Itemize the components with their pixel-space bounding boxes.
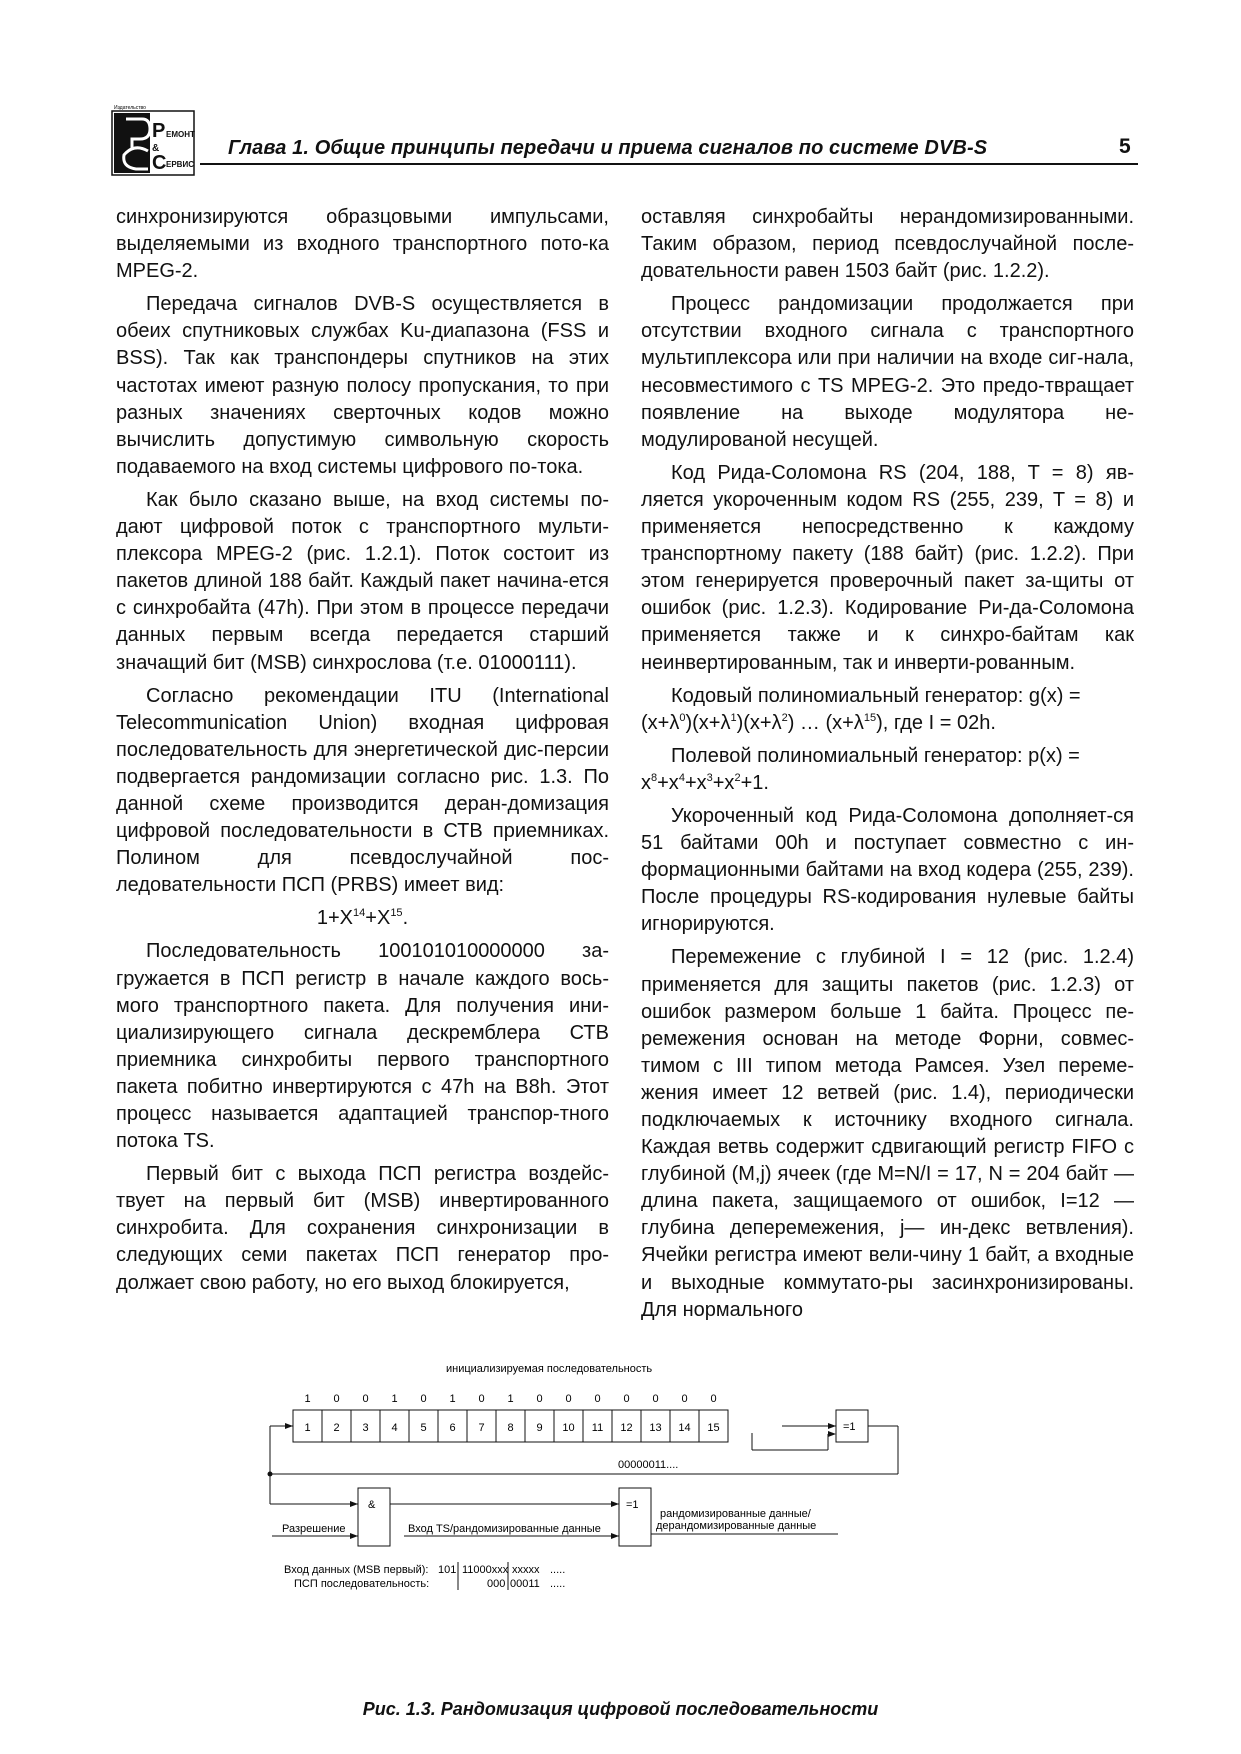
register-cell-label: 6: [449, 1422, 456, 1434]
prbs-part-a: 000: [487, 1578, 506, 1590]
right-paragraph-3: Код Рида-Соломона RS (204, 188, T = 8) яв-ляется укороченным кодом RS (255, 239, T = 8) и применяется непосредственно к каждому транспортному пакету (188 байт) (рис. 1.2.2). При этом генерируется проверочный пакет за-щиты от ошибок (рис. 1.2.3). Кодирование Ри-да-Соломона применяется также и к синхро-байтам как неинвертированным, так и инверти-рованным.: [641, 461, 1134, 674]
field-generator-part: x: [641, 771, 651, 794]
enable-label: Разрешение: [282, 1523, 346, 1535]
register-cell-label: 2: [333, 1422, 340, 1434]
right-paragraph-7: Перемежение с глубиной I = 12 (рис. 1.2.4) применяется для защиты пакетов (рис. 1.2.3) от ошибок размером больше 1 байта. Процесс пе-ремежения основан на методе Форни, совмес-тимом с III типом метода Рамсея. Узел переме-жения имеет 12 ветвей (рис. 1.4), периодически подключаемых к источнику входного сигнала. Каждая ветвь содержит сдвигающий регистр FIFO с глубиной (M,j) ячеек (где M=N/I = 17, N = 204 байт — длина пакета, защищаемого от ошибок, I=12 — глубина деперемежения, j— ин-декс ветвления). Ячейки регистра имеют вели-чину 1 байт, а входные и выходные коммутато-ры засинхронизированы. Для нормального: [641, 946, 1134, 1321]
init-bit: 0: [478, 1393, 485, 1405]
data-in-dots: .....: [550, 1564, 566, 1576]
init-bit: 0: [333, 1393, 340, 1405]
left-paragraph-6: Первый бит с выхода ПСП регистра воздейс-твует на первый бит (MSB) инвертированного синхробита. Для сохранения синхронизации в следующих семи пакетах ПСП генератор про-должает свою работу, но его выход блокируется,: [116, 1163, 609, 1294]
data-in-part-c: xxxxx: [512, 1564, 540, 1576]
xor-bottom-label: =1: [626, 1499, 639, 1511]
code-generator-formula: [641, 712, 996, 734]
field-generator-part: +x: [712, 771, 735, 794]
field-generator-part: 2: [734, 771, 741, 784]
figure-caption: Рис. 1.3. Рандомизация цифровой последовательности: [362, 1699, 879, 1719]
feedback-output-label: 00000011....: [618, 1459, 679, 1471]
code-generator-part: 1: [730, 711, 737, 724]
output-label-line1: рандомизированные данные/: [660, 1508, 811, 1520]
left-paragraph-2: Передача сигналов DVB-S осуществляется в обеих спутниковых службах Ku-диапазона (FSS и BSS). Так как транспондеры спутников на этих частотах имеют разную полосу пропускания, то при разных значениях сверточных кодов можно вычислить допустимую символьную скорость подаваемого на вход системы цифрового по-тока.: [116, 293, 609, 478]
header-rule: [200, 163, 1138, 165]
logo-letter-r: Р: [152, 120, 166, 142]
register-cell-label: 8: [507, 1422, 514, 1434]
register-cell-label: 13: [649, 1422, 662, 1434]
page-number: 5: [1119, 135, 1131, 158]
right-paragraph-6: Укороченный код Рида-Соломона дополняет-ся 51 байтами 00h и поступает совместно с ин-формационными байтами на вход кодера (255, 239). После процедуры RS-кодирования нулевые байты игнорируются.: [641, 804, 1134, 936]
code-generator-part: )(x+λ: [736, 711, 782, 734]
field-generator-part: 8: [651, 771, 658, 784]
left-paragraph-5: Последовательность 100101010000000 за-гружается в ПСП регистр в начале каждого вось-мого транспортного пакета. Для получения ини-циализирующего сигнала дескремблера СТВ приемника синхробиты первого транспортного пакета побитно инвертируются с 47h на B8h. Этот процесс называется адаптацией транспор-тного потока TS.: [116, 940, 609, 1153]
register-cell-label: 5: [420, 1422, 427, 1434]
prbs-part-b: 00011: [510, 1578, 540, 1590]
input-ts-label: Вход TS/рандомизированные данные: [408, 1523, 601, 1535]
register-cell-label: 7: [478, 1422, 485, 1434]
code-generator-part: ), где I = 02h.: [876, 711, 996, 734]
register-cell-label: 9: [536, 1422, 543, 1434]
code-generator-part: (x+λ: [641, 711, 680, 734]
left-paragraph-3: Как было сказано выше, на вход системы по-дают цифровой поток с транспортного мульти-плексора MPEG-2 (рис. 1.2.1). Поток состоит из пакетов длиной 188 байт. Каждый пакет начина-ется с синхробайта (47h). При этом в процессе передачи данных первым всегда передается старший значащий бит (MSB) синхрослова (т.е. 01000111).: [116, 488, 609, 674]
chapter-title: Глава 1. Общие принципы передачи и приема сигналов по системе DVB-S: [228, 137, 988, 159]
code-generator-part: 15: [863, 711, 877, 724]
init-bits-row: [304, 1393, 716, 1405]
init-bit: 0: [362, 1393, 369, 1405]
init-bit: 0: [594, 1393, 601, 1405]
prbs-sequence-label: ПСП последовательность:: [294, 1578, 430, 1590]
randomizer-diagram: [282, 1362, 970, 1682]
xor-gate-bottom: [619, 1488, 651, 1546]
init-bit: 0: [710, 1393, 717, 1405]
logo-letter-s: С: [152, 152, 167, 174]
data-in-part-b: 11000xxx: [462, 1564, 509, 1576]
register-cell-label: 4: [391, 1422, 398, 1434]
logo-word-1: ЕМОНТ: [166, 130, 195, 139]
init-bit: 0: [565, 1393, 572, 1405]
register-cell-label: 15: [707, 1422, 720, 1434]
publisher-logo: [112, 103, 194, 175]
prbs-formula: $1+X^{14}+X^{15}$.: [316, 907, 409, 930]
field-generator-part: 3: [706, 771, 713, 784]
init-sequence-label: инициализируемая последовательность: [446, 1363, 653, 1375]
register-cell-label: 1: [304, 1422, 311, 1434]
init-bit: 0: [623, 1393, 630, 1405]
code-generator-paragraph: Кодовый полиномиальный генератор: g(x) = $(x+\lambda^0)(x+\lambda^1)(x+\lambda^2)$ … $(x+\lambda^{15})$, где I = 02h.: [641, 684, 1081, 734]
logo-ampersand: &: [152, 143, 160, 154]
logo-small-text: Издательство: [114, 105, 146, 111]
field-generator-part: 4: [678, 771, 685, 784]
data-in-label: Вход данных (MSB первый):: [284, 1564, 429, 1576]
data-in-part-a: 101: [438, 1564, 457, 1576]
and-gate-label: &: [368, 1499, 376, 1511]
init-bit: 0: [652, 1393, 659, 1405]
register-cell-label: 12: [620, 1422, 633, 1434]
init-bit: 0: [536, 1393, 543, 1405]
and-gate: [358, 1488, 390, 1546]
init-bit: 0: [681, 1393, 688, 1405]
field-generator-part: +x: [684, 771, 707, 794]
register-cell-label: 3: [362, 1422, 369, 1434]
init-bit: 1: [391, 1393, 398, 1405]
field-generator-paragraph: Полевой полиномиальный генератор: p(x) = $x^8+x^4+x^3+x^2+1$.: [641, 744, 1080, 794]
code-generator-part: )(x+λ: [685, 711, 731, 734]
init-bit: 1: [449, 1393, 456, 1405]
field-generator-formula: [641, 772, 769, 794]
init-bit: 1: [304, 1393, 311, 1405]
init-bit: 0: [420, 1393, 427, 1405]
code-generator-part: 2: [781, 711, 788, 724]
right-column: [641, 204, 1134, 1330]
code-generator-part: ) … (x+λ: [787, 711, 864, 734]
left-paragraph-1: синхронизируются образцовыми импульсами, выделяемыми из входного транспортного пото-ка MPEG-2.: [116, 206, 609, 283]
register-cells-row: [293, 1410, 728, 1442]
right-paragraph-1: оставляя синхробайты нерандомизированными. Таким образом, период псевдослучайной после-довательности равен 1503 байт (рис. 1.2.2).: [641, 206, 1134, 283]
code-generator-part: 0: [679, 711, 686, 724]
register-cell-label: 11: [591, 1422, 604, 1434]
register-cell-label: 14: [678, 1422, 691, 1434]
prbs-dots: .....: [550, 1578, 566, 1590]
right-paragraph-2: Процесс рандомизации продолжается при отсутствии входного сигнала с транспортного мультиплексора или при наличии на входе сиг-нала, несовместимого с TS MPEG-2. Это предо-твращает появление на выходе модулятора не-модулированой несущей.: [641, 293, 1134, 451]
left-paragraph-4: Согласно рекомендации ITU (International Telecommunication Union) входная цифровая последовательность для энергетической дис-персии подвергается рандомизации согласно рис. 1.3. По данной схеме производится деран-домизация цифровой последовательности в СТВ приемниках. Полином для псевдослучайной пос-ледовательности ПСП (PRBS) имеет вид:: [116, 684, 609, 897]
logo-word-2: ЕРВИС: [166, 160, 194, 169]
field-generator-part: +1.: [740, 771, 769, 794]
xor-top-label: =1: [843, 1421, 856, 1433]
init-bit: 1: [507, 1393, 514, 1405]
register-cell-label: 10: [562, 1422, 575, 1434]
output-label-line2: дерандомизированные данные: [656, 1520, 817, 1532]
field-generator-part: +x: [657, 771, 679, 794]
left-column: [116, 204, 609, 1303]
